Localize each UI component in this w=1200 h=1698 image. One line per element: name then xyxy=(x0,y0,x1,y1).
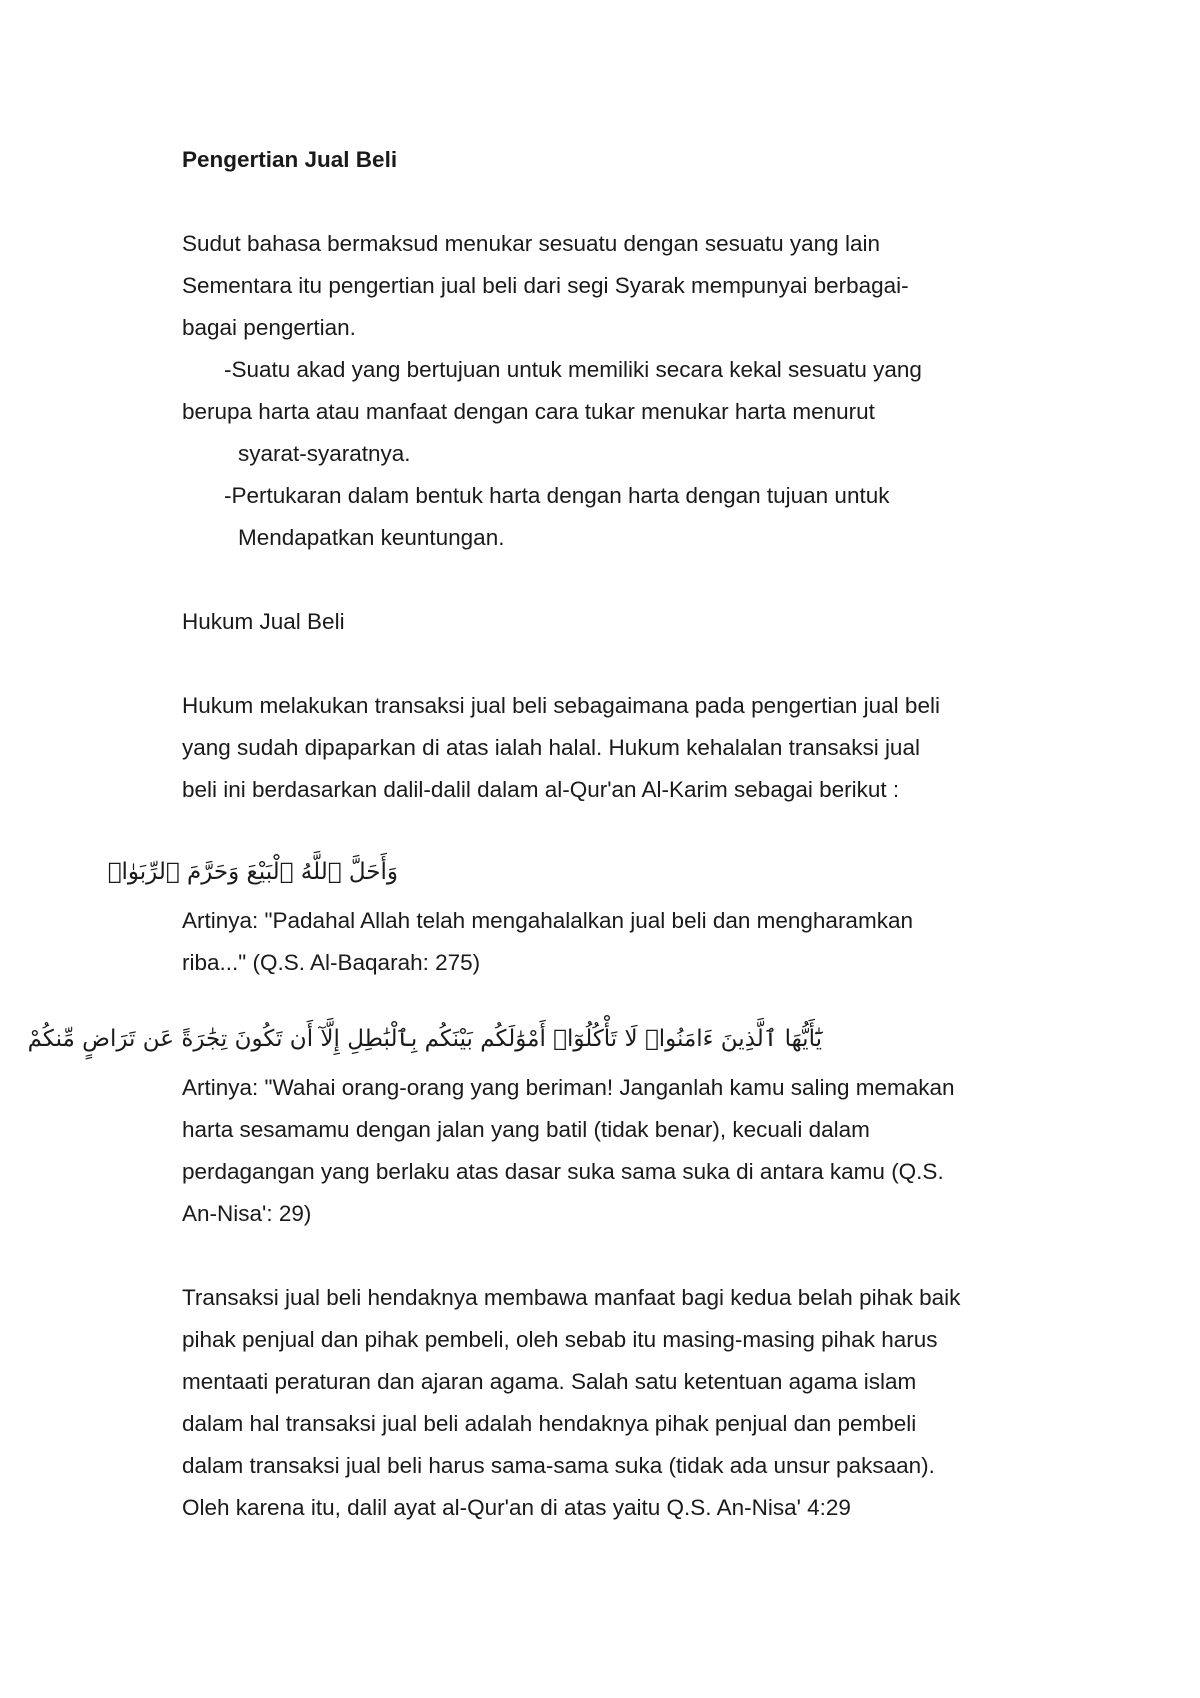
paragraph-line: mentaati peraturan dan ajaran agama. Salah satu ketentuan agama islam xyxy=(182,1369,917,1394)
intro-line: bagai pengertian. xyxy=(182,315,356,340)
paragraph-line: dalam hal transaksi jual beli adalah hendaknya pihak penjual dan pembeli xyxy=(182,1411,917,1436)
paragraph-line: Oleh karena itu, dalil ayat al-Qur'an di atas yaitu Q.S. An-Nisa' 4:29 xyxy=(182,1495,851,1520)
arabic-verse-2: يَٰٓأَيُّهَا ٱلَّذِينَ ءَامَنُوا۟ لَا تَأْكُلُوٓا۟ أَمْوَٰلَكُم بَيْنَكُم بِٱلْبَٰطِلِ إِلَّآ أَن تَكُونَ تِجَٰرَةً عَن تَرَاضٍ مِّنكُمْ xyxy=(27,1026,822,1052)
intro-block xyxy=(182,223,1062,559)
translation-line: perdagangan yang berlaku atas dasar suka sama suka di antara kamu (Q.S. xyxy=(182,1159,944,1184)
translation-line: Artinya: "Wahai orang-orang yang beriman! Janganlah kamu saling memakan xyxy=(182,1075,955,1100)
definition-1-line: syarat-syaratnya. xyxy=(238,441,411,466)
paragraph-line: Hukum melakukan transaksi jual beli sebagaimana pada pengertian jual beli xyxy=(182,693,940,718)
closing-paragraph xyxy=(182,1277,1062,1529)
translation-line: harta sesamamu dengan jalan yang batil (tidak benar), kecuali dalam xyxy=(182,1117,870,1142)
paragraph-line: yang sudah dipaparkan di atas ialah halal. Hukum kehalalan transaksi jual xyxy=(182,735,920,760)
intro-line: Sudut bahasa bermaksud menukar sesuatu dengan sesuatu yang lain xyxy=(182,231,880,256)
arabic-verse-1: وَأَحَلَّ ٱللَّهُ ٱلْبَيْعَ وَحَرَّمَ ٱلرِّبَوٰا۟ xyxy=(107,859,398,885)
translation-line: riba..." (Q.S. Al-Baqarah: 275) xyxy=(182,950,481,975)
translation-line: Artinya: "Padahal Allah telah mengahalalkan jual beli dan mengharamkan xyxy=(182,908,913,933)
paragraph-line: Transaksi jual beli hendaknya membawa manfaat bagi kedua belah pihak baik xyxy=(182,1285,961,1310)
page-title: Pengertian Jual Beli xyxy=(182,147,398,172)
definition-2-line: -Pertukaran dalam bentuk harta dengan harta dengan tujuan untuk xyxy=(224,483,890,508)
definition-2-line: Mendapatkan keuntungan. xyxy=(238,525,505,550)
hukum-paragraph xyxy=(182,685,1062,811)
definition-1-line: -Suatu akad yang bertujuan untuk memiliki secara kekal sesuatu yang xyxy=(224,357,922,382)
paragraph-line: beli ini berdasarkan dalil-dalil dalam al-Qur'an Al-Karim sebagai berikut : xyxy=(182,777,900,802)
paragraph-line: pihak penjual dan pihak pembeli, oleh sebab itu masing-masing pihak harus xyxy=(182,1327,938,1352)
hukum-heading-block xyxy=(182,601,1062,643)
verse-2-translation xyxy=(182,1067,1062,1235)
definition-1-line: berupa harta atau manfaat dengan cara tukar menukar harta menurut xyxy=(182,399,875,424)
title-block xyxy=(182,139,1062,181)
verse-1-translation xyxy=(182,900,1062,984)
intro-line: Sementara itu pengertian jual beli dari segi Syarak mempunyai berbagai- xyxy=(182,273,909,298)
paragraph-line: dalam transaksi jual beli harus sama-sama suka (tidak ada unsur paksaan). xyxy=(182,1453,935,1478)
section-heading: Hukum Jual Beli xyxy=(182,609,345,634)
translation-line: An-Nisa': 29) xyxy=(182,1201,312,1226)
